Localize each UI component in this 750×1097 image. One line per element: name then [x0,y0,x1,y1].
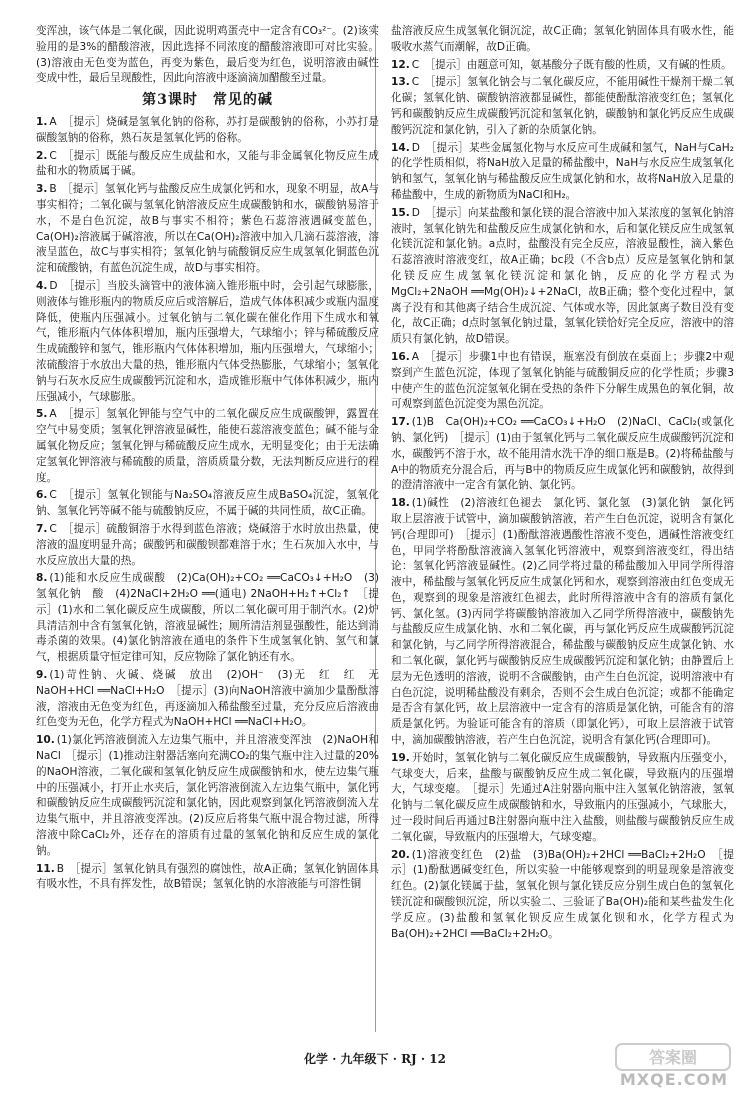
item-number: 17. [391,416,410,429]
item-number: 6. [36,489,48,502]
item-number: 3. [36,183,48,196]
item-text: C ［提示］硫酸铜溶于水得到蓝色溶液；烧碱溶于水时放出热量，使溶液的温度明显升高；碳酸钙和碳酸钡都难溶于水；生石灰加入水中，与水反应放出大量的热。 [36,522,379,567]
item-text: (1)能和水反应生成碳酸 (2)Ca(OH)₂+CO₂ ══CaCO₃↓+H₂O (3)氢氧化钠 酸 (4)2NaCl+2H₂O ══(通电) 2NaOH+H₂↑+Cl₂↑ ［提示］(1)水和二氧化碳反应生成碳酸，所以二氧化碳可用于制汽水。(2)炉具清洁剂中含有氢氧化钠，溶液显碱性；厕所清洁剂显强酸性，能达到消毒杀菌的效果。(4)氯化钠溶液在通电的条件下生成氢氧化钠、氢气和氯气，根据质量守恒定律可知，反应物除了氯化钠还有水。 [36,572,379,664]
item-text: D ［提示］某些金属氢化物与水反应可生成碱和氢气，NaH与CaH₂的化学性质相似，将NaH放入足量的稀盐酸中，NaH与水反应生成氢氧化钠和氢气，氢氧化钠与稀盐酸反应生成氯化钠和水，故将NaH放入足量的稀盐酸中，生成的新物质为NaCl和H₂。 [391,141,734,201]
item-text: A ［提示］烧碱是氢氧化钠的俗称，苏打是碳酸钠的俗称，小苏打是碳酸氢钠的俗称，熟石灰是氢氧化钙的俗称。 [36,115,379,144]
right-column [391,24,745,944]
item-number: 10. [36,734,55,747]
item-text: (1)苛性钠、火碱、烧碱 放出 (2)OH⁻ (3)无 红 红 无 NaOH+HCl ══NaCl+H₂O ［提示］(3)向NaOH溶液中滴加少量酚酞溶液，溶液由无色变为红色，再逐滴加入稀盐酸至过量，充分反应后溶液由红色变为无色，化学方程式为NaOH+HCl ══NaCl+H₂O。 [36,669,390,729]
item-number: 11. [36,862,55,875]
item-text: D ［提示］向某盐酸和氯化镁的混合溶液中加入某浓度的氢氧化钠溶液时，氢氧化钠先和盐酸反应生成氯化钠和水，后和氯化镁反应生成氢氧化镁沉淀和氯化钠。a点时，盐酸没有完全反应，溶液显酸性，滴入紫色石蕊溶液时溶液变红，故A正确；bc段（不含b点）反应是氢氧化钠和氯化镁反应生成氢氧化镁沉淀和氯化钠，反应的化学方程式为MgCl₂+2NaOH ══Mg(OH)₂↓+2NaCl，故B正确；整个变化过程中，氯离子没有和其他离子结合生成沉淀、气体或水等，因此氯离子数目没有变化，故C正确；d点时氢氧化钠过量，氢氧化镁恰好完全反应，溶液中的溶质只有氯化钠，故D错误。 [391,206,734,346]
section-title: 第3课时 常见的碱 [142,92,273,109]
answer-item-19 [391,751,734,846]
answer-item-14 [391,141,734,204]
item-number: 12. [391,58,410,71]
item-number: 14. [391,141,410,154]
item-text: (1)氯化钙溶液倒流入左边集气瓶中，并且溶液变浑浊 (2)NaOH和NaCl ［提示］(1)推动注射器活塞向充满CO₂的集气瓶中注入过量的20%的NaOH溶液，二氧化碳和氢氧化钠反应生成碳酸钠和水，使左边集气瓶中的压强减小，打开止水夹后，氯化钙溶液倒流入左边集气瓶中，氯化钙和碳酸钠反应生成碳酸钙沉淀和氯化钠，因此观察到氯化钙溶液倒流入左边集气瓶中，并且溶液变浑浊。(2)反应后将集气瓶中混合物过滤，所得溶液中除CaCl₂外，还存在的溶质有过量的氢氧化钠和反应生成的氯化钠。 [36,734,379,857]
answer-item-18 [391,496,745,749]
item-number: 15. [391,206,410,219]
right-answer-list [391,58,745,943]
answer-item-10 [36,733,379,859]
item-number: 18. [391,497,410,510]
item-text: C ［提示］氢氧化钡能与Na₂SO₄溶液反应生成BaSO₄沉淀，氢氧化钠、氢氧化钙等碱不能与硫酸钠反应，不属于碱的共同性质，故C正确。 [36,489,379,518]
item-number: 20. [391,848,410,861]
item-number: 8. [36,572,48,585]
item-number: 19. [391,751,410,764]
item-number: 1. [36,115,48,128]
item-number: 4. [36,279,48,292]
item-text: (1)碱性 (2)溶液红色褪去 氯化钙、氯化氢 (3)氯化钠 氯化钙 取上层溶液于试管中，滴加碳酸钠溶液，若产生白色沉淀，说明含有氯化钙(合理即可) ［提示］(1)酚酞溶液遇酸性溶液不变色，遇碱性溶液变红色，甲同学将酚酞溶液滴入氢氧化钙溶液中，观察到溶液变红，得出结论：氢氧化钙溶液显碱性。(2)乙同学将过量的稀盐酸加入甲同学所得溶液中，稀盐酸与氢氧化钙反应生成氯化钙和水，观察到溶液由红色变成无色，观察到的现象是溶液红色褪去，此时所得溶液中含有的溶质有氯化钙、氯化氢。(3)丙同学将碳酸钠溶液加入乙同学所得溶液中，碳酸钠先与盐酸反应生成氯化钠、水和二氧化碳，再与氯化钙反应生成碳酸钙沉淀和氯化钠，与乙同学所得溶液混合，稀盐酸与碳酸钠反应生成氯化钠、水和二氧化碳，氯化钙与碳酸钠反应生成碳酸钙沉淀和氯化钠；由静置后上层为无色透明的溶液，说明不含碳酸钠，由产生白色沉淀，说明溶液中有白色沉淀，说明稀盐酸没有剩余，否则不会生成白色沉淀；或都不能确定是否含有氯化钙，故上层溶液中一定含有的溶质是氯化钠，可能含有的溶质是氯化钙。为验证可能含有的溶质（即氯化钙），可取上层溶液于试管中，滴加碳酸钠溶液，若产生白色沉淀，说明含有氯化钙(合理即可)。 [391,497,745,747]
item-number: 13. [391,76,410,89]
answer-item-11 [36,862,379,894]
answer-item-16 [391,350,734,413]
item-number: 7. [36,522,48,535]
item-text: C ［提示］由题意可知，氨基酸分子既有酸的性质，又有碱的性质。 [411,58,732,71]
item-text: D ［提示］当胶头滴管中的液体滴入锥形瓶中时，会引起气球膨胀，则液体与锥形瓶内的物质反应后或溶解后，造成气体体积减少或瓶内温度降低，使瓶内压强减小。过氧化钠与二氧化碳在催化作用下生成水和氧气，锥形瓶内气体体积增加，瓶内压强增大，气球缩小；锌与稀硫酸反应生成硫酸锌和氢气，锥形瓶内气体体积增加，瓶内压强增大，气球缩小；浓硫酸溶于水放出大量的热，锥形瓶内气体受热膨胀，气球缩小；氢氧化钠与石灰水反应生成碳酸钙沉淀和水，造成锥形瓶中气体体积减少，瓶内压强减小，气球膨胀。 [36,279,379,403]
item-text: C ［提示］既能与酸反应生成盐和水，又能与非金属氧化物反应生成盐和水的物质属于碱。 [36,149,379,178]
answer-item-17 [391,415,734,494]
page-footer: 化学 · 九年级下 · RJ · 12 [304,1052,446,1066]
answer-item-3 [36,182,379,277]
answer-item-6 [36,488,379,520]
answer-item-8 [36,571,379,666]
watermark-mark: 答案圈 [648,1048,698,1067]
answer-item-9 [36,668,390,731]
answer-item-12 [391,58,734,74]
left-answer-list [36,115,390,893]
left-column [36,24,390,895]
answer-item-15 [391,206,734,348]
answer-item-1 [36,115,379,147]
item-text: 开始时，氢氧化钠与二氧化碳反应生成碳酸钠，导致瓶内压强变小，气球变大，后来，盐酸与碳酸钠反应生成二氧化碳，导致瓶内的压强增大，气球变瘪。 ［提示］先通过A注射器向瓶中注入氢氧化钠溶液，氢氧化钠与二氧化碳反应生成碳酸钠和水，导致瓶内的压强减小，气球胀大，过一段时间后再通过B注射器向瓶中注入盐酸，则盐酸与碳酸钠反应生成二氧化碳，导致瓶内的压强增大，气球变瘪。 [391,751,734,843]
answer-item-13 [391,75,734,138]
answer-item-2 [36,149,379,181]
item-text: B ［提示］氢氧化钠具有强烈的腐蚀性，故A正确；氢氧化钠固体具有吸水性，不具有挥发性，故B错误；氢氧化钠的水溶液能与可溶性铜 [36,862,379,891]
right-intro: 盐溶液反应生成氢氧化铜沉淀，故C正确；氢氧化钠固体具有吸水性，能吸收水蒸气而潮解，故D正确。 [391,25,734,53]
answer-item-20 [391,848,734,943]
item-number: 16. [391,350,410,363]
item-text: A ［提示］氢氧化钾能与空气中的二氧化碳反应生成碳酸钾，露置在空气中易变质；氢氧化钾溶液显碱性，能使石蕊溶液变蓝色；碱不能与金属氧化物反应；氢氧化钾与稀硫酸反应生成水，无明显变化；由于无法确定氢氧化钾溶液与稀硫酸的质量，溶质质量分数，无法判断反应进行的程度。 [36,408,379,484]
item-number: 2. [36,149,48,162]
answer-item-4 [36,279,379,405]
item-text: C ［提示］氢氧化钠会与二氧化碳反应，不能用碱性干燥剂干燥二氧化碳；氢氧化钠、碳酸钠溶液都显碱性，都能使酚酞溶液变红色；氢氧化钙和碳酸钠反应生成碳酸钙沉淀和氢氧化钠，碳酸钠和氯化钙反应生成碳酸钙沉淀和氯化钠，引入了新的杂质氯化钠。 [391,76,734,136]
item-number: 5. [36,408,48,421]
answer-item-5 [36,407,379,486]
item-text: (1)溶液变红色 (2)盐 (3)Ba(OH)₂+2HCl ══BaCl₂+2H₂O ［提示］(1)酚酞遇碱变红色，所以实验一中能够观察到的明显现象是溶液变红色。(2)氯化镁属于盐，氢氧化钡与氯化镁反应分别生成白色的氢氧化镁沉淀和碳酸钡沉淀，所以实验二、三验证了Ba(OH)₂能和某些盐发生化学反应。(3)盐酸和氢氧化钡反应生成氯化钡和水，化学方程式为Ba(OH)₂+2HCl ══BaCl₂+2H₂O。 [391,848,734,940]
item-text: (1)B Ca(OH)₂+CO₂ ══CaCO₃↓+H₂O (2)NaCl、CaCl₂(或氯化钠、氯化钙) ［提示］(1)由于氢氧化钙与二氧化碳反应生成碳酸钙沉淀和水，碳酸钙不溶于水，故不能用清水洗干净的细口瓶是B。(2)将稀盐酸与A中的物质充分混合后，再与B中的物质反应生成氯化钙和碳酸钠，故得到的澄清溶液中一定含有氯化钠、氯化钙。 [391,416,734,492]
watermark-text: MXQE.COM [619,1070,728,1089]
item-text: A ［提示］步骤1中也有错误，瓶塞没有倒放在桌面上；步骤2中观察到产生蓝色沉淀，体现了氢氧化钠能与硫酸铜反应的化学性质；步骤3中使产生的蓝色沉淀氢氧化铜在受热的条件下分解生成黑色的氧化铜，故可观察到蓝色沉淀变为黑色沉淀。 [391,350,734,411]
left-intro: 变浑浊，该气体是二氧化碳，因此说明鸡蛋壳中一定含有CO₃²⁻。(2)该实验用的是3%的醋酸溶液，因此选择不同浓度的醋酸溶液即可对比实验。(3)溶液由无色变为蓝色，再变为紫色，最后变为红色，说明溶液由碱性变成中性，最后呈现酸性，因此向溶液中逐滴滴加醋酸至过量。 [36,25,379,85]
item-text: B ［提示］氢氧化钙与盐酸反应生成氯化钙和水，现象不明显，故A与事实相符；二氧化碳与氢氧化钠溶液反应生成碳酸钠和水，碳酸钠易溶于水，不是白色沉淀，故B与事实不相符；紫色石蕊溶液遇碱变蓝色，Ca(OH)₂溶液属于碱溶液，所以在Ca(OH)₂溶液中加入几滴石蕊溶液，溶液呈蓝色，故C与事实相符；氢氧化钠与硫酸铜反应生成氢氧化铜蓝色沉淀和硫酸钠，有蓝色沉淀生成，故D与事实相符。 [36,183,379,275]
item-number: 9. [36,669,48,682]
answer-item-7 [36,522,379,569]
